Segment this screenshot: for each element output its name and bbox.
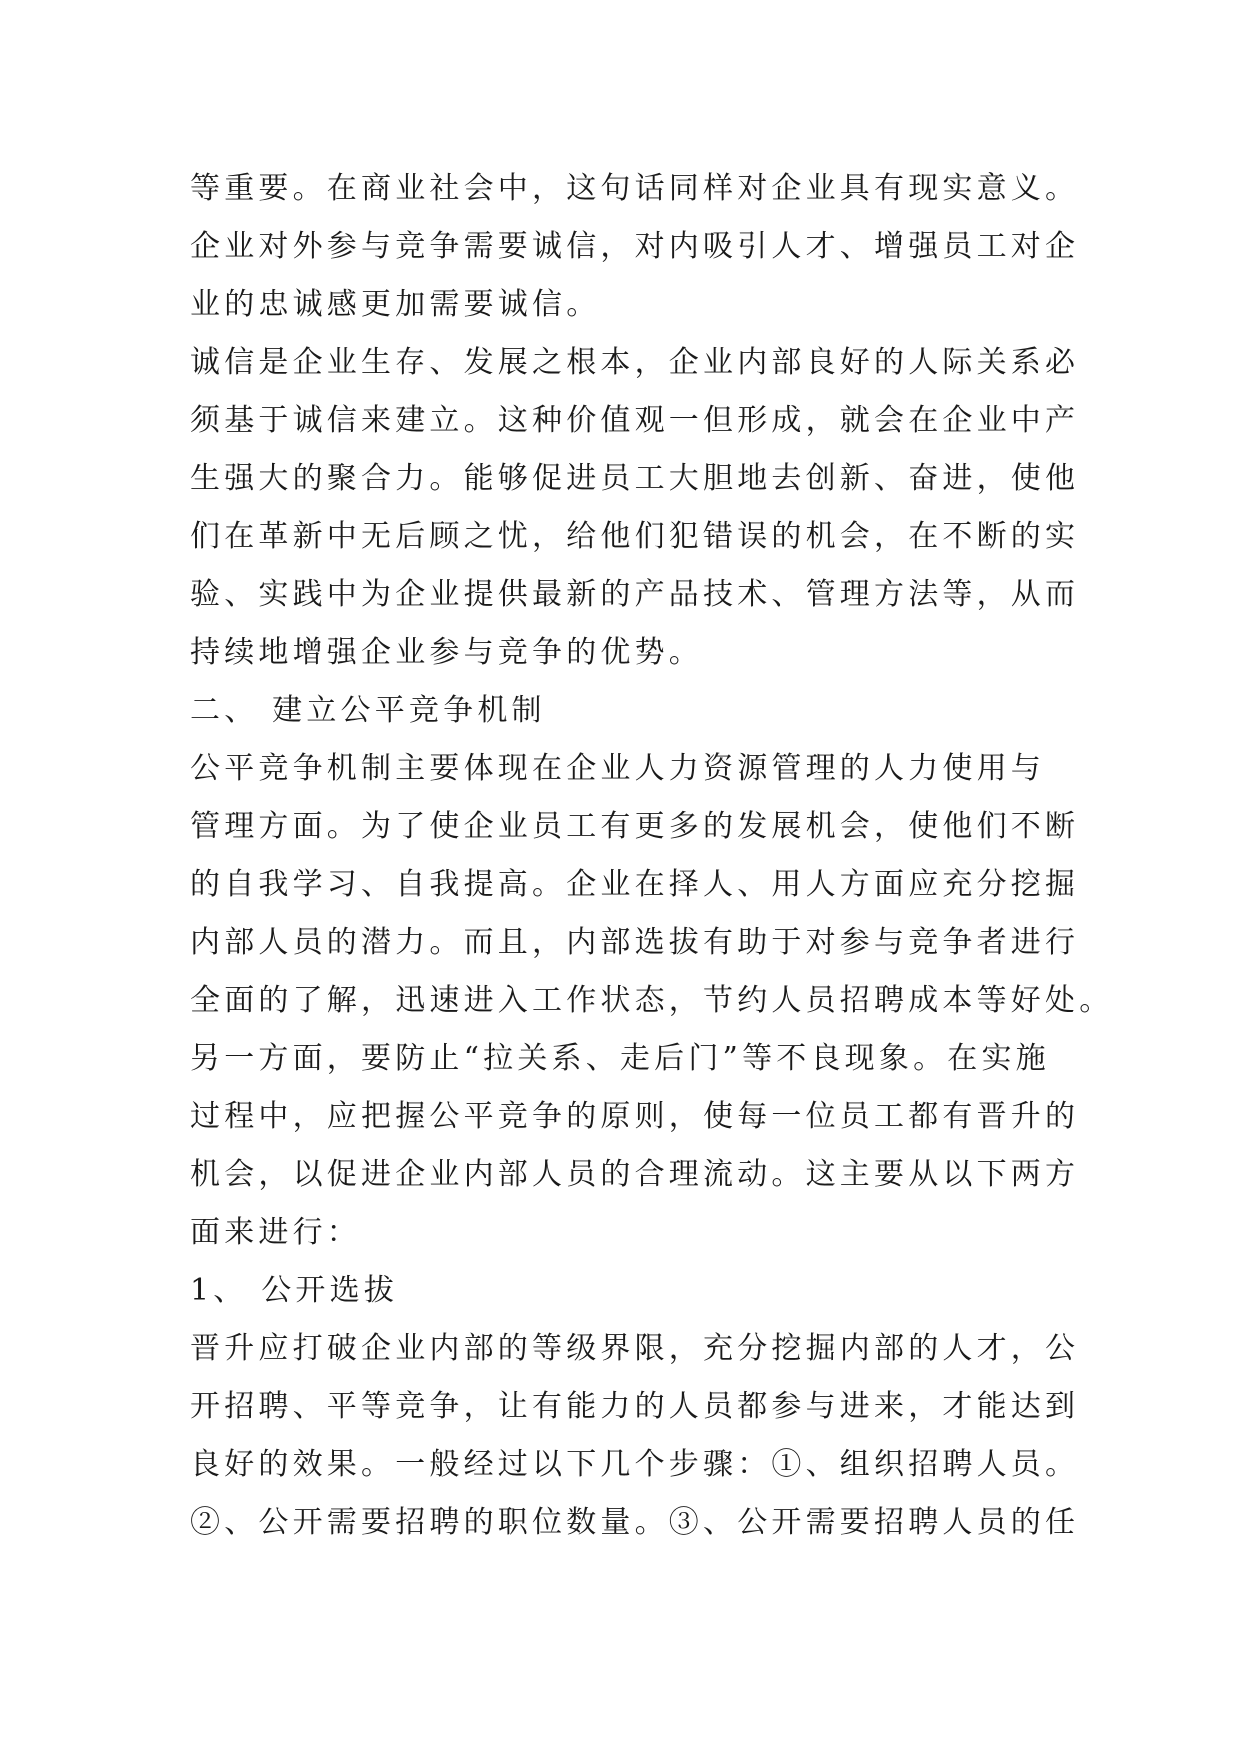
text-line: 们在革新中无后顾之忧，给他们犯错误的机会，在不断的实 (190, 519, 1080, 554)
text-line: 验、实践中为企业提供最新的产品技术、管理方法等，从而 (190, 577, 1080, 612)
text-line: 机会，以促进企业内部人员的合理流动。这主要从以下两方 (190, 1157, 1080, 1192)
text-line: 另一方面，要防止“拉关系、走后门”等不良现象。在实施 (190, 1041, 1050, 1076)
section-heading: 二、 建立公平竞争机制 (190, 693, 546, 728)
text-line: 晋升应打破企业内部的等级界限，充分挖掘内部的人才，公 (190, 1331, 1080, 1366)
text-line: 须基于诚信来建立。这种价值观一但形成，就会在企业中产 (190, 403, 1080, 438)
text-line: 面来进行： (190, 1215, 361, 1250)
text-line: ②、公开需要招聘的职位数量。③、公开需要招聘人员的任 (190, 1505, 1080, 1540)
text-line: 内部人员的潜力。而且，内部选拔有助于对参与竞争者进行 (190, 925, 1080, 960)
text-line: 业的忠诚感更加需要诚信。 (190, 287, 601, 322)
text-line: 企业对外参与竞争需要诚信，对内吸引人才、增强员工对企 (190, 229, 1080, 264)
text-line: 开招聘、平等竞争，让有能力的人员都参与进来，才能达到 (190, 1389, 1080, 1424)
text-line: 的自我学习、自我提高。企业在择人、用人方面应充分挖掘 (190, 867, 1080, 902)
text-line: 等重要。在商业社会中，这句话同样对企业具有现实意义。 (190, 171, 1080, 206)
text-line: 公平竞争机制主要体现在企业人力资源管理的人力使用与 (190, 751, 1045, 786)
text-line: 持续地增强企业参与竞争的优势。 (190, 635, 703, 670)
text-line: 管理方面。为了使企业员工有更多的发展机会，使他们不断 (190, 809, 1080, 844)
text-line: 生强大的聚合力。能够促进员工大胆地去创新、奋进，使他 (190, 461, 1080, 496)
text-line: 诚信是企业生存、发展之根本，企业内部良好的人际关系必 (190, 345, 1080, 380)
document-body (190, 160, 1114, 1552)
text-line: 过程中，应把握公平竞争的原则，使每一位员工都有晋升的 (190, 1099, 1080, 1134)
text-line: 良好的效果。一般经过以下几个步骤：①、组织招聘人员。 (190, 1447, 1080, 1482)
text-line: 全面的了解，迅速进入工作状态，节约人员招聘成本等好处。 (190, 983, 1114, 1018)
subsection-heading: 1、 公开选拔 (190, 1273, 399, 1308)
